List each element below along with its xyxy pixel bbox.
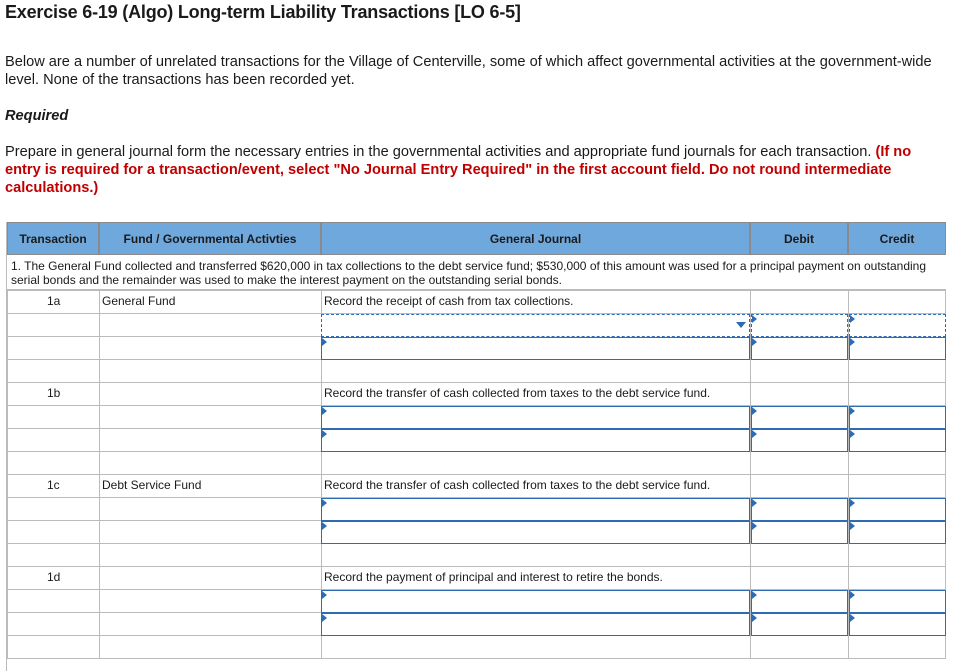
- transaction-id: 1c: [47, 478, 60, 492]
- credit-input[interactable]: [849, 521, 946, 544]
- header-transaction: Transaction: [7, 222, 99, 255]
- transaction-id: 1a: [47, 294, 61, 308]
- debit-input[interactable]: [751, 314, 848, 337]
- credit-input[interactable]: [849, 314, 946, 337]
- marker-icon: [752, 614, 757, 622]
- marker-icon: [322, 522, 327, 530]
- row-divider: [7, 474, 946, 475]
- debit-input[interactable]: [751, 613, 848, 636]
- credit-input[interactable]: [849, 613, 946, 636]
- transaction-id: 1d: [47, 570, 61, 584]
- account-select[interactable]: [321, 498, 750, 521]
- marker-icon: [850, 315, 855, 323]
- fund-label: Debt Service Fund: [102, 478, 202, 492]
- intro-text: Below are a number of unrelated transactions for the Village of Centerville, some of which affect governmental activities at the government-wide level. None of the transactions has been recorded yet.: [5, 54, 932, 88]
- marker-icon: [752, 499, 757, 507]
- credit-input[interactable]: [849, 429, 946, 452]
- header-credit: Credit: [848, 222, 946, 255]
- header-general-journal: General Journal: [321, 222, 750, 255]
- chevron-down-icon: [736, 322, 746, 328]
- account-select[interactable]: [321, 337, 750, 360]
- account-select[interactable]: [321, 314, 750, 337]
- debit-input[interactable]: [751, 590, 848, 613]
- debit-input[interactable]: [751, 521, 848, 544]
- marker-icon: [850, 522, 855, 530]
- memo-text: Record the transfer of cash collected from taxes to the debt service fund.: [324, 386, 711, 400]
- marker-icon: [322, 430, 327, 438]
- fund-label: General Fund: [102, 294, 176, 308]
- row-divider: [7, 566, 946, 567]
- credit-input[interactable]: [849, 498, 946, 521]
- marker-icon: [850, 591, 855, 599]
- account-select[interactable]: [321, 613, 750, 636]
- memo-text: Record the transfer of cash collected from taxes to the debt service fund.: [324, 478, 711, 492]
- marker-icon: [752, 407, 757, 415]
- row-divider: [7, 658, 946, 659]
- debit-input[interactable]: [751, 429, 848, 452]
- marker-icon: [752, 430, 757, 438]
- marker-icon: [752, 591, 757, 599]
- marker-icon: [322, 499, 327, 507]
- marker-icon: [850, 338, 855, 346]
- debit-input[interactable]: [751, 337, 848, 360]
- account-select[interactable]: [321, 521, 750, 544]
- marker-icon: [752, 315, 757, 323]
- transaction-id: 1b: [47, 386, 61, 400]
- instructions-note: (If no entry is required for a transaction/event, select "No Journal Entry Required" in the first account field. Do not round intermediate calculations.): [5, 144, 912, 196]
- marker-icon: [322, 591, 327, 599]
- credit-input[interactable]: [849, 406, 946, 429]
- account-select[interactable]: [321, 406, 750, 429]
- required-label: Required: [5, 108, 69, 124]
- marker-icon: [850, 614, 855, 622]
- page-title: Exercise 6-19 (Algo) Long-term Liability Transactions [LO 6-5]: [5, 2, 521, 22]
- row-divider: [7, 382, 946, 383]
- marker-icon: [850, 407, 855, 415]
- row-divider: [7, 290, 946, 291]
- instructions: [5, 143, 950, 197]
- marker-icon: [850, 430, 855, 438]
- journal-table: [6, 222, 946, 671]
- memo-text: Record the payment of principal and interest to retire the bonds.: [324, 570, 663, 584]
- header-debit: Debit: [750, 222, 848, 255]
- marker-icon: [752, 522, 757, 530]
- debit-input[interactable]: [751, 498, 848, 521]
- marker-icon: [322, 407, 327, 415]
- transaction-description: 1. The General Fund collected and transferred $620,000 in tax collections to the debt service fund; $530,000 of this amount was used for a principal payment on outstanding serial bonds and the remainder was used to make the interest payment on the outstanding serial bonds.: [11, 259, 927, 287]
- marker-icon: [752, 338, 757, 346]
- debit-input[interactable]: [751, 406, 848, 429]
- account-select[interactable]: [321, 429, 750, 452]
- marker-icon: [850, 499, 855, 507]
- account-select[interactable]: [321, 590, 750, 613]
- marker-icon: [322, 614, 327, 622]
- marker-icon: [322, 338, 327, 346]
- instructions-text: Prepare in general journal form the necessary entries in the governmental activities and appropriate fund journals for each transaction.: [5, 144, 872, 160]
- memo-text: Record the receipt of cash from tax collections.: [324, 294, 574, 308]
- credit-input[interactable]: [849, 590, 946, 613]
- header-fund: Fund / Governmental Activties: [99, 222, 321, 255]
- credit-input[interactable]: [849, 337, 946, 360]
